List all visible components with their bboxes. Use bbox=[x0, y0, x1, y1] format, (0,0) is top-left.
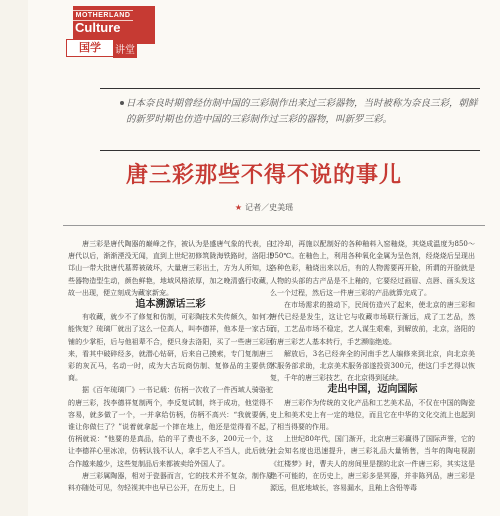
paragraph: 有收藏，就少不了修复和仿制，可彩陶技术失传颇久，如何才能恢复？琉璃厂就出了这么一位高人，叫李德祥，他本是一家古玩铺的少掌柜，后与他祖辈不合，便只身去洛阳，买了一些唐三彩回来，看其中破碎经多，就潜心钻研，后来自己摸索，专门复制唐三彩的灰瓦马，名动一时，成为大古玩商仿制、复修品的主要供货商。 bbox=[68, 313, 273, 383]
header-en-big: Culture bbox=[75, 20, 121, 35]
column-right bbox=[270, 238, 475, 494]
lead-top-rule bbox=[100, 88, 480, 89]
lead-paragraph bbox=[100, 96, 480, 127]
header-cn-right: 讲堂 bbox=[115, 45, 135, 56]
column-left bbox=[68, 238, 273, 494]
header-cn-left: 国学 bbox=[66, 39, 114, 57]
title-rule bbox=[63, 225, 485, 226]
header-en-small: MOTHERLAND bbox=[73, 10, 133, 21]
paragraph: 解放后，3名已经奔全的河南手艺人编修来到北京，向北京美术服务部求助，北京美术服务部遂投资300元，使这门手艺得以恢复，千年的唐三彩技艺，在北京得到延续。 bbox=[270, 349, 475, 383]
magazine-page bbox=[28, 0, 500, 516]
author-name: 记者／史美瑶 bbox=[245, 203, 294, 212]
paragraph: 据《百年琉璃厂》一书记载：仿柄一次收了一件西域人骑骆驼的唐三彩，找李德祥复制两个，李反复试制，终于成功，他觉得不容易，就多做了一个，一并拿给仿柄，仿柄不高兴：“我就要俩，谁让你做仨了？”说着就拿起一个摔在地上，他还是觉得看不起，仿柄就说：“他要的是真品，给的平了费也不多，200元一个，这让李德祥心里冰凉，仿柄认钱不认人，拿手艺人不当人，此后就分合作越来越少，这些复制品后来都被卖给外国人了。 bbox=[68, 386, 273, 468]
lead-bottom-rule bbox=[100, 150, 480, 151]
paragraph: 唐三彩属陶器，相对于瓷器而言，它的技术并不复杂，制作原料亦随处可见，勿轻视其中也早已公开，在历史上，日 bbox=[68, 471, 273, 493]
article-title: 唐三彩那些不得不说的事儿 bbox=[125, 162, 402, 188]
lead-text: 日本奈良时期曾经仿制中国的三彩制作出来过三彩器物，当时被称为奈良三彩，朝鲜的新罗时期也仿造中国的三彩制作过三彩的器物，叫新罗三彩。 bbox=[126, 98, 478, 125]
paragraph: 唐三彩作为传统的文化产品和工艺美术品，不仅在中国的陶瓷史上和美术史上有一定的地位，而且它在中华的文化交流上也起到了相当得要的作用。 bbox=[270, 398, 475, 432]
subheading: 走出中国，迈向国际 bbox=[327, 384, 418, 396]
star-icon: ★ bbox=[234, 203, 243, 212]
subheading: 追本溯源话三彩 bbox=[135, 299, 206, 311]
paragraph: 上世纪80年代，国门渐开，北京唐三彩赢得了国际声誉，它的社会知名度也迅速提升，唐三彩礼品大量销售，当年的陶电视剧《红楼梦》时，曹夫人的房间里是摆的北京一件唐三彩，其实这是绝不可能的，在历史上，唐三彩多是冥器，并非陈列品，唐三彩是源远，但底地域长，容易漏水，且釉上含铅等毒 bbox=[270, 435, 475, 493]
paragraph: 过冷却，再施以配制好的各种釉料入窑釉烧，其烧成温度为850～950℃。在釉色上，利用各种氧化金属为呈色剂，经烧烧后呈现出各种色彩，釉烧出来以后，有的人物需要再开脸，所谓的开脸就是人物的头部的古产品是不上釉的，它要经过画眉、点唇、画头发这么一个过程，然后这一件唐三彩的产品就算完成了。 bbox=[270, 240, 475, 297]
paragraph: 在市场需求的推动下，民间仿造兴了起来，使北京的唐三彩和唐代已经是发生，这让它与收藏市场联行渐远，成了工艺品，然而，工艺品市场不稳定，艺人谋生艰难，到解放前，北京，洛阳的仿唐三彩艺人基本转行，手艺濒临绝迹。 bbox=[270, 301, 475, 346]
section-header bbox=[73, 6, 155, 56]
paragraph: 唐三彩是唐代陶器的巅峰之作，被认为是盛唐气象的代表，自唐代以后，渐渐湮没无闻，直到上世纪初修筑陇海铁路时，洛阳北邙山一带大批唐代墓葬被破坏，大量唐三彩出土，方为人所知，这些器物造型生动，颜色鲜艳，地域风格浓厚，加之晚清盛行收藏，故一出现，便立刻成为藏家新宠。 bbox=[68, 240, 273, 297]
author-line bbox=[28, 202, 500, 213]
